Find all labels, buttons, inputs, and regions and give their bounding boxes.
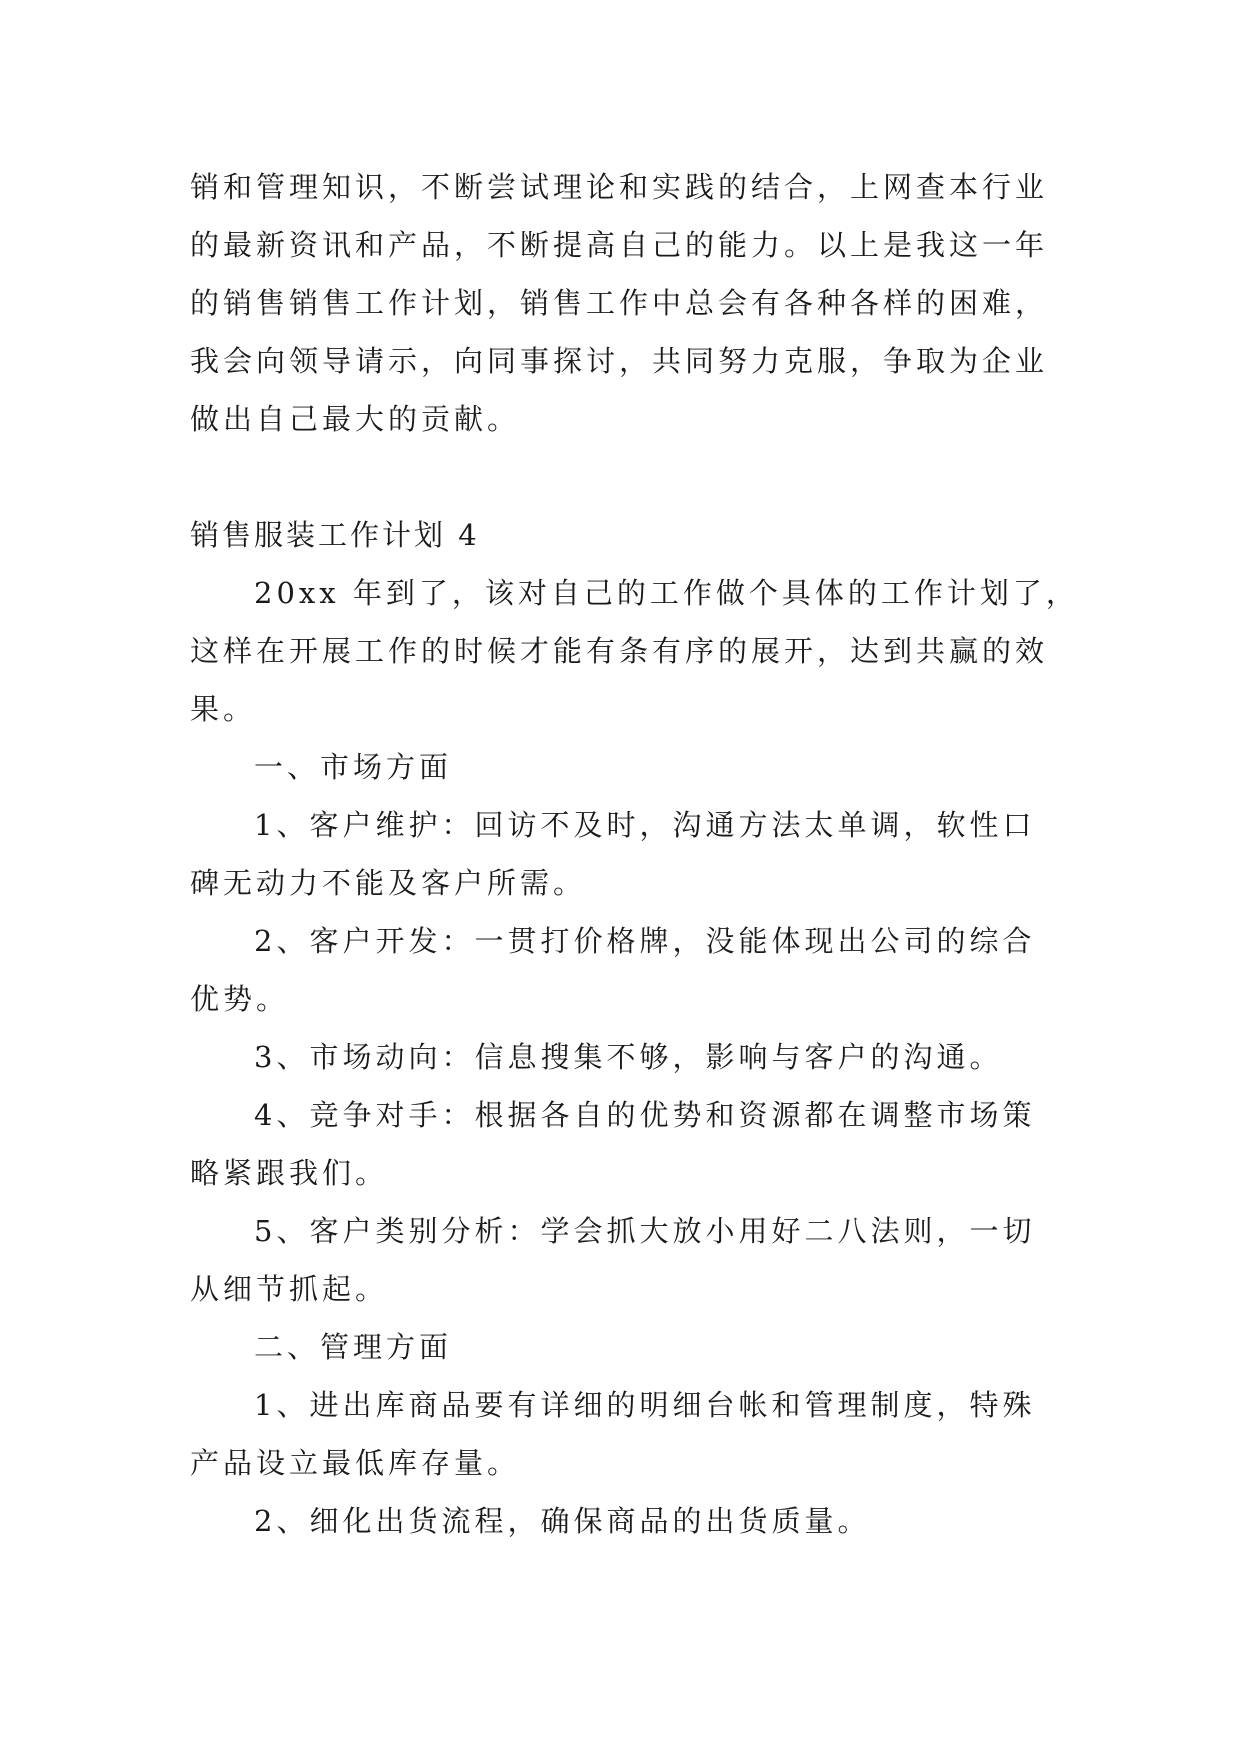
paragraph-line: 20xx 年到了，该对自己的工作做个具体的工作计划了，: [254, 576, 1079, 610]
management-item-1-cont: 产品设立最低库存量。: [190, 1446, 521, 1480]
market-item-1-cont: 碑无动力不能及客户所需。: [190, 866, 587, 900]
market-heading: 一、市场方面: [254, 750, 453, 784]
intro-line: 我会向领导请示，向同事探讨，共同努力克服，争取为企业: [190, 344, 1049, 378]
intro-line: 做出自己最大的贡献。: [190, 402, 521, 436]
paragraph-line: 这样在开展工作的时候才能有条有序的展开，达到共赢的效: [190, 634, 1049, 668]
intro-line: 销和管理知识，不断尝试理论和实践的结合，上网查本行业: [190, 170, 1049, 204]
management-item-1: 1、进出库商品要有详细的明细台帐和管理制度，特殊: [254, 1388, 1036, 1422]
market-item-5-cont: 从细节抓起。: [190, 1272, 389, 1306]
paragraph-line: 果。: [190, 692, 257, 726]
market-item-5: 5、客户类别分析：学会抓大放小用好二八法则，一切: [254, 1214, 1036, 1248]
management-item-2: 2、细化出货流程，确保商品的出货质量。: [254, 1504, 871, 1538]
market-item-4: 4、竞争对手：根据各自的优势和资源都在调整市场策: [254, 1098, 1036, 1132]
section-title: 销售服装工作计划 4: [190, 518, 480, 552]
market-item-2: 2、客户开发：一贯打价格牌，没能体现出公司的综合: [254, 924, 1036, 958]
market-item-3: 3、市场动向：信息搜集不够，影响与客户的沟通。: [254, 1040, 1003, 1074]
market-item-4-cont: 略紧跟我们。: [190, 1156, 389, 1190]
management-heading: 二、管理方面: [254, 1330, 453, 1364]
market-item-2-cont: 优势。: [190, 982, 290, 1016]
market-item-1: 1、客户维护：回访不及时，沟通方法太单调，软性口: [254, 808, 1036, 842]
paragraph-gap: [190, 448, 1070, 506]
intro-line: 的最新资讯和产品，不断提高自己的能力。以上是我这一年: [190, 228, 1049, 262]
document-body: [190, 158, 1079, 1550]
intro-line: 的销售销售工作计划，销售工作中总会有各种各样的困难，: [190, 286, 1049, 320]
